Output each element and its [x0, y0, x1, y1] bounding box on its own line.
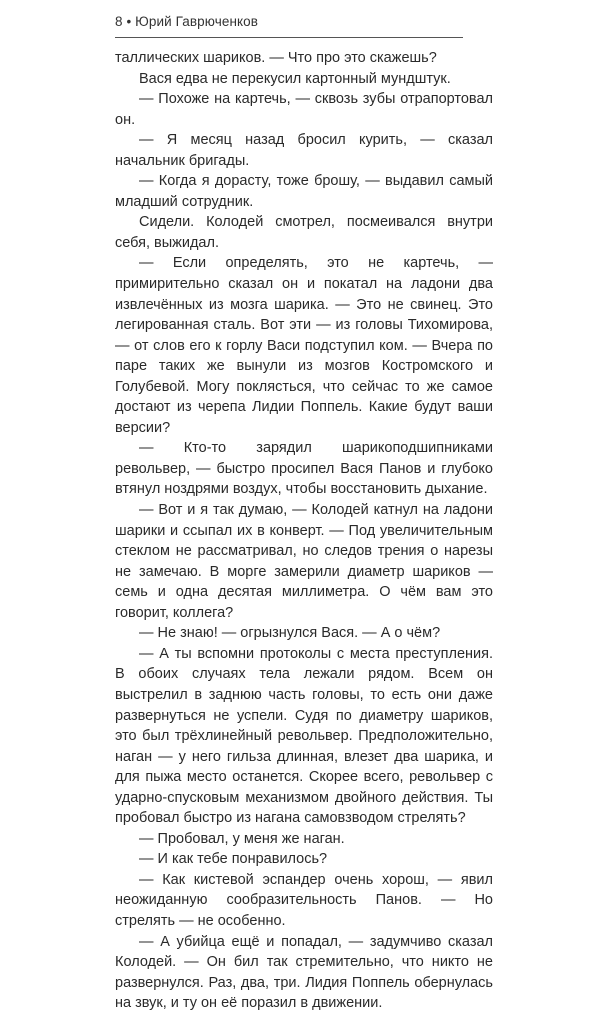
paragraph: — Кто-то зарядил шарикоподшипниками револьвер, — быстро просипел Вася Панов и глубоко втянул ноздрями воздух, чтобы восстановить дыхание. [115, 440, 493, 498]
paragraph: — А ты вспомни протоколы с места преступления. В обоих случаях тела лежали рядом. Всем он выстрелил в заднюю часть головы, то есть они даже развернуться не успели. Судя по диаметру шариков, это был трёхлинейный револьвер. Предположительно, наган — у него гильза длинная, влезет два шарика, и для пыжа место останется. Скорее всего, револьвер с ударно-спусковым механизмом двойного действия. Ты пробовал быстро из нагана самовзводом стрелять? [115, 645, 493, 827]
paragraph: — Не знаю! — огрызнулся Вася. — А о чём? [139, 625, 441, 642]
paragraph: — Пробовал, у меня же наган. [139, 830, 345, 847]
header-separator: • [126, 14, 132, 29]
paragraph: — Вот и я так думаю, — Колодей катнул на ладони шарики и ссыпал их в конверт. — Под увеличительным стеклом не рассматривал, но следов трения о нарезы не замечаю. В морге замерили диаметр шариков — семь и одна десятая миллиметра. О чём вам это говорит, коллега? [115, 502, 493, 621]
paragraph: Вася едва не перекусил картонный мундштук. [139, 70, 451, 87]
paragraph: — Как кистевой эспандер очень хорош, — явил неожиданную сообразительность Панов. — Но стрелять — не особенно. [115, 871, 493, 929]
paragraph: Сидели. Колодей смотрел, посмеивался внутри себя, выжидал. [115, 214, 493, 251]
paragraph: — Если определять, это не картечь, — примирительно сказал он и покатал на ладони два извлечённых из мозга шарика. — Это не свинец. Это легированная сталь. Вот эти — из головы Тихомирова, — от слов его к горлу Васи подступил ком. — Вчера по паре таких же вынули из мозгов Костромского и Голубевой. Могу поклясться, что сейчас то же самое достают из черепа Лидии Поппель. Какие будут ваши версии? [115, 255, 493, 436]
paragraph: — А убийца ещё и попадал, — задумчиво сказал Колодей. — Он бил так стремительно, что никто не развернулся. Раз, два, три. Лидия Поппель обернулась на звук, и ту он её поразил в движении. [115, 933, 493, 1012]
paragraph: — Когда я дорасту, тоже брошу, — выдавил самый младший сотрудник. [115, 173, 493, 210]
author-name: Юрий Гаврюченков [135, 14, 259, 29]
paragraph: — Я месяц назад бросил курить, — сказал начальник бригады. [115, 132, 493, 169]
header-rule [115, 37, 463, 38]
paragraph: таллических шариков. — Что про это скажешь? [115, 50, 437, 66]
paragraph: — Похоже на картечь, — сквозь зубы отрапортовал он. [115, 91, 493, 128]
paragraph: — И как тебе понравилось? [139, 851, 328, 868]
body-text [115, 48, 493, 1014]
running-header [115, 14, 258, 29]
page-number: 8 [115, 14, 123, 29]
